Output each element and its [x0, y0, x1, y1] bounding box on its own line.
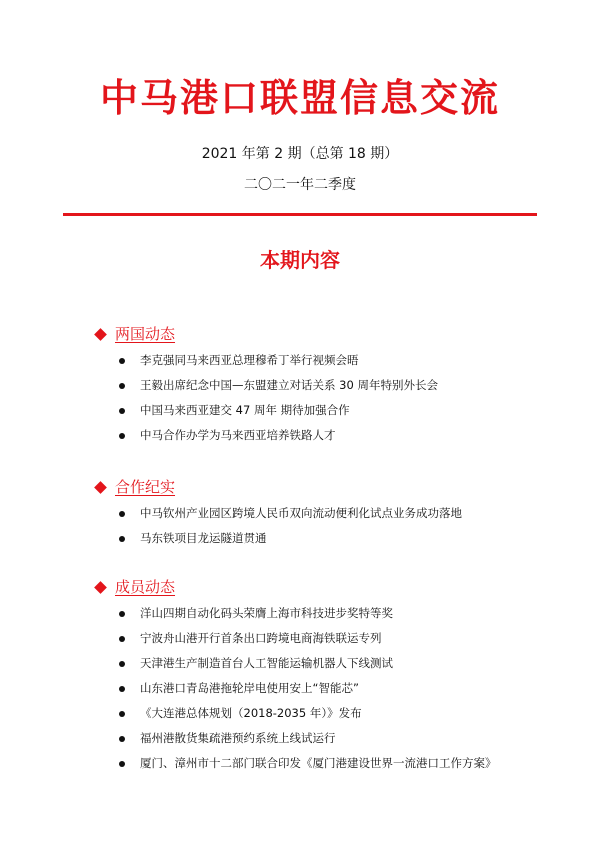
list-item-text: 福州港散货集疏港预约系统上线试运行 [140, 731, 336, 745]
list-item-text: 中马合作办学为马来西亚培养铁路人才 [140, 428, 336, 442]
list-item [92, 751, 552, 776]
list-item-text: 李克强同马来西亚总理穆希丁举行视频会晤 [140, 353, 359, 367]
list-item-text: 王毅出席纪念中国—东盟建立对话关系 30 周年特别外长会 [140, 378, 438, 392]
bullet-icon [119, 661, 125, 667]
list-item-text: 马东铁项目龙运隧道贯通 [140, 531, 267, 545]
section-item-list [92, 501, 552, 551]
bullet-icon [119, 358, 125, 364]
list-item-text: 山东港口青岛港拖轮岸电使用安上“智能芯” [140, 681, 359, 695]
diamond-bullet-icon [94, 328, 107, 341]
list-item [92, 726, 552, 751]
list-item [92, 501, 552, 526]
list-item [92, 676, 552, 701]
list-item-text: 天津港生产制造首台人工智能运输机器人下线测试 [140, 656, 393, 670]
list-item-text: 洋山四期自动化码头荣膺上海市科技进步奖特等奖 [140, 606, 393, 620]
masthead-title: 中马港口联盟信息交流 [99, 76, 500, 120]
header-divider [63, 213, 537, 216]
list-item-text: 《大连港总体规划（2018-2035 年）》发布 [140, 706, 362, 720]
section-bilateral-news [92, 323, 552, 448]
list-item-text: 宁波舟山港开行首条出口跨境电商海铁联运专列 [140, 631, 382, 645]
section-member-news [92, 576, 552, 776]
list-item [92, 423, 552, 448]
list-item [92, 398, 552, 423]
bullet-icon [119, 636, 125, 642]
diamond-bullet-icon [94, 481, 107, 494]
issue-season: 二〇二一年二季度 [244, 177, 356, 193]
section-heading-label[interactable]: 合作纪实 [115, 478, 176, 496]
section-heading-label[interactable]: 成员动态 [115, 578, 176, 596]
diamond-bullet-icon [94, 581, 107, 594]
section-heading [92, 323, 552, 345]
bullet-icon [119, 511, 125, 517]
list-item [92, 348, 552, 373]
section-heading [92, 576, 552, 598]
bullet-icon [119, 686, 125, 692]
section-item-list [92, 601, 552, 776]
section-heading [92, 476, 552, 498]
issue-number: 2021 年第 2 期（总第 18 期） [201, 146, 399, 162]
bullet-icon [119, 736, 125, 742]
list-item-text: 中马钦州产业园区跨境人民币双向流动便利化试点业务成功落地 [140, 506, 462, 520]
section-heading-label[interactable]: 两国动态 [115, 325, 176, 343]
bullet-icon [119, 536, 125, 542]
bullet-icon [119, 611, 125, 617]
bullet-icon [119, 383, 125, 389]
list-item-text: 厦门、漳州市十二部门联合印发《厦门港建设世界一流港口工作方案》 [140, 756, 497, 770]
list-item [92, 701, 552, 726]
list-item [92, 526, 552, 551]
list-item [92, 626, 552, 651]
bullet-icon [119, 711, 125, 717]
contents-heading: 本期内容 [260, 248, 340, 272]
list-item [92, 651, 552, 676]
bullet-icon [119, 408, 125, 414]
bullet-icon [119, 761, 125, 767]
list-item [92, 373, 552, 398]
section-item-list [92, 348, 552, 448]
list-item [92, 601, 552, 626]
list-item-text: 中国马来西亚建交 47 周年 期待加强合作 [140, 403, 350, 417]
section-cooperation-record [92, 476, 552, 551]
bullet-icon [119, 433, 125, 439]
